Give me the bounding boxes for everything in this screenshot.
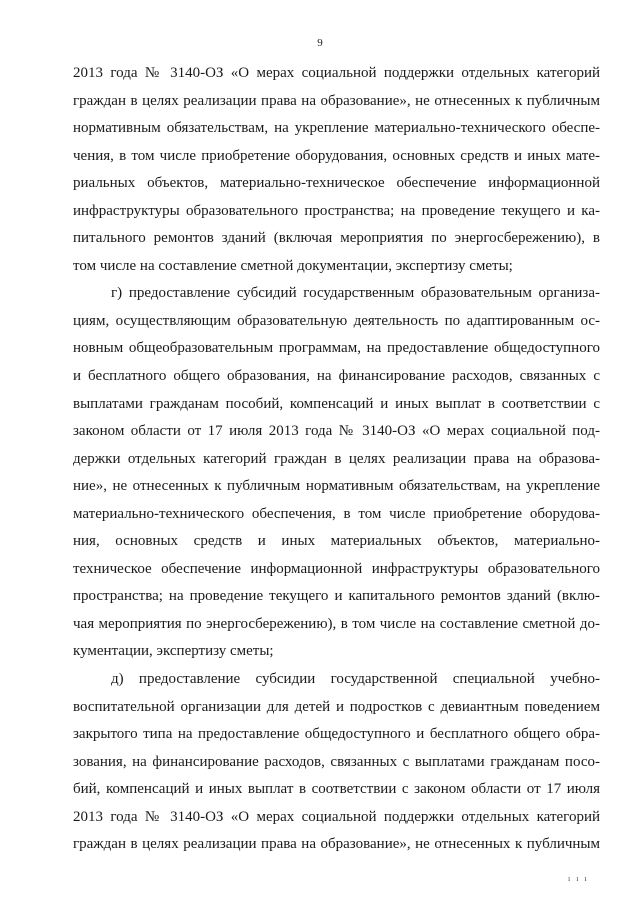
text-line: циям, осуществляющим образовательную деятельность по адаптированным ос- xyxy=(73,312,600,329)
text-line: и бесплатного общего образования, на финансирование расходов, связанных с xyxy=(73,368,600,385)
text-line: бий, компенсаций и иных выплат в соответствии с законом области от 17 июля xyxy=(73,781,600,798)
text-line: 2013 года № 3140-ОЗ «О мерах социальной поддержки отдельных категорий xyxy=(73,65,600,81)
text-line: граждан в целях реализации права на образование», не отнесенных к публичным xyxy=(73,836,600,853)
text-line: чения, в том числе приобретение оборудования, основных средств и иных мате- xyxy=(73,147,600,164)
text-line: зования, на финансирование расходов, связанных с выплатами гражданам посо- xyxy=(73,753,600,770)
document-body xyxy=(73,60,600,859)
text-line: ние», не отнесенных к публичным нормативным обязательствам, на укрепление xyxy=(73,478,600,495)
text-line: техническое обеспечение информационной инфраструктуры образовательного xyxy=(73,560,600,577)
paragraph-d-start: д) предоставление субсидии государственной специальной учебно- xyxy=(111,671,600,688)
scan-corner-mark: ı ı ı xyxy=(568,874,589,883)
text-line: новным общеобразовательным программам, на предоставление общедоступного xyxy=(73,340,600,357)
paragraph-g-start: г) предоставление субсидий государственным образовательным организа- xyxy=(111,285,600,302)
text-line: чая мероприятия по энергосбережению), в том числе на составление сметной до- xyxy=(73,615,600,632)
text-line: нормативным обязательствам, на укрепление материально-технического обеспе- xyxy=(73,120,600,137)
text-line: закрытого типа на предоставление общедоступного и бесплатного общего обра- xyxy=(73,726,600,743)
text-line: держки отдельных категорий граждан в целях реализации права на образова- xyxy=(73,450,600,467)
text-line: том числе на составление сметной документации, экспертизу сметы; xyxy=(73,257,513,274)
text-line: воспитательной организации для детей и подростков с девиантным поведением xyxy=(73,698,600,715)
text-line: выплатами гражданам пособий, компенсаций и иных выплат в соответствии с xyxy=(73,395,600,412)
text-line: 2013 года № 3140-ОЗ «О мерах социальной поддержки отдельных категорий xyxy=(73,808,600,825)
page-number: 9 xyxy=(317,37,323,49)
text-line: материально-технического обеспечения, в том числе приобретение оборудова- xyxy=(73,505,600,522)
text-line: кументации, экспертизу сметы; xyxy=(73,643,274,660)
text-line: граждан в целях реализации права на образование», не отнесенных к публичным xyxy=(73,92,600,109)
text-line: риальных объектов, материально-техническое обеспечение информационной xyxy=(73,175,600,192)
text-line: инфраструктуры образовательного пространства; на проведение текущего и ка- xyxy=(73,202,600,219)
text-line: питального ремонтов зданий (включая мероприятия по энергосбережению), в xyxy=(73,230,600,247)
text-line: законом области от 17 июля 2013 года № 3140-ОЗ «О мерах социальной под- xyxy=(73,423,600,440)
text-line: ния, основных средств и иных материальных объектов, материально- xyxy=(73,533,600,550)
text-line: пространства; на проведение текущего и капитального ремонтов зданий (вклю- xyxy=(73,588,600,605)
